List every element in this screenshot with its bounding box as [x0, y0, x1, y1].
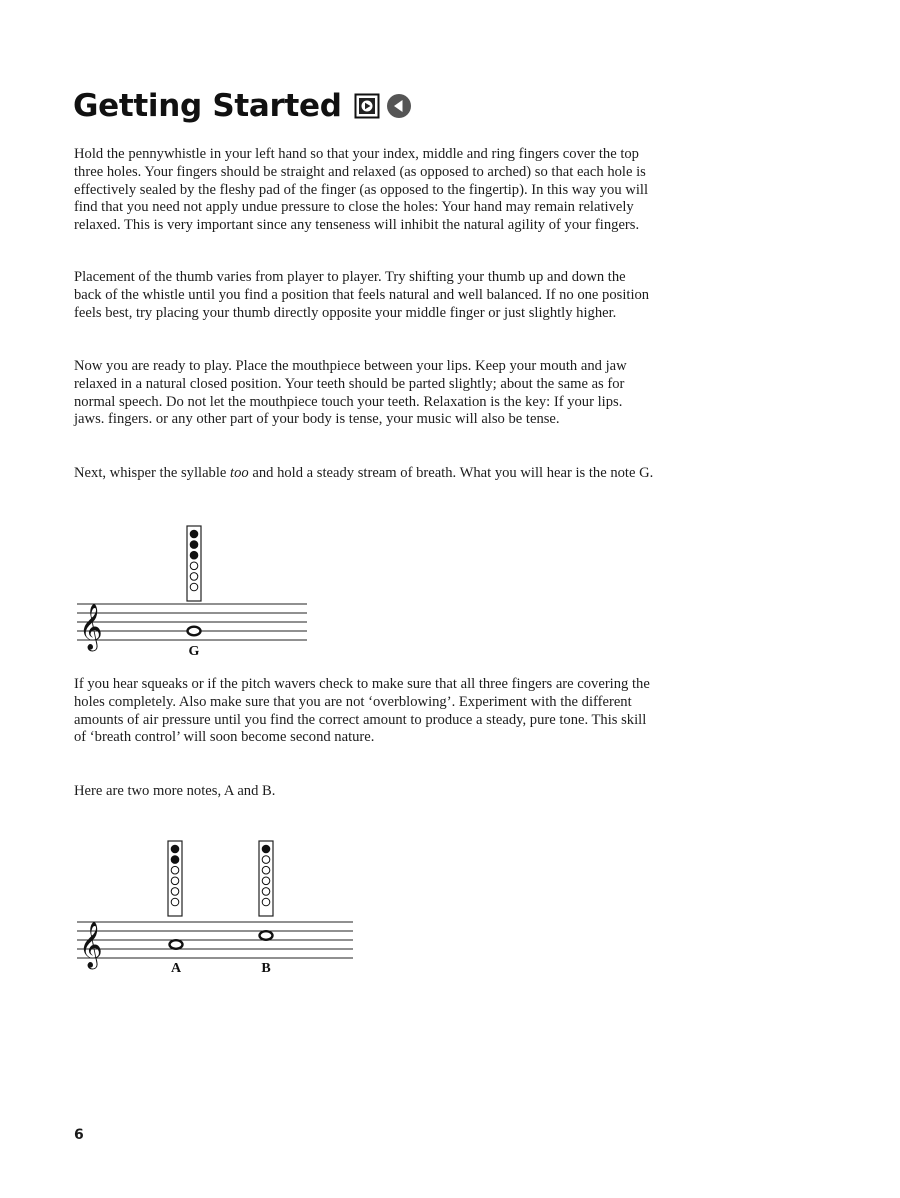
page-title: Getting Started [73, 88, 342, 124]
note-label: B [261, 961, 271, 976]
fingering-chart-a [168, 841, 182, 916]
closed-hole [262, 845, 270, 853]
open-hole [262, 888, 270, 896]
open-hole [171, 898, 179, 906]
text-run: Next, whisper the syllable [74, 465, 231, 481]
page-number: 6 [74, 1127, 84, 1143]
paragraph-thumb-placement: Placement of the thumb varies from player to player. Try shifting your thumb up and down the back of the whistle until you find a position that feels natural and well balanced. If no one position feels best, try placing your thumb directly opposite your middle finger or just slightly higher. [74, 269, 650, 321]
open-hole [171, 888, 179, 896]
open-hole [262, 866, 270, 874]
paragraph-mouthpiece: Now you are ready to play. Place the mouthpiece between your lips. Keep your mouth and jaw relaxed in a natural closed position. Your teeth should be parted slightly; about the same as for normal speech. Do not let the mouthpiece touch your teeth. Relaxation is the key: If your lips. jaws. fingers. or any other part of your body is tense, your music will also be tense. [74, 358, 627, 428]
text-run: and hold a steady stream of breath. What you will hear is the note G. [248, 465, 654, 481]
open-hole [171, 877, 179, 885]
fingering-chart-b [259, 841, 273, 916]
emphasis-too: too [230, 465, 249, 481]
open-hole [262, 856, 270, 864]
paragraph-finger-position: Hold the pennywhistle in your left hand so that your index, middle and ring fingers cover the top three holes. Your fingers should be straight and relaxed (as opposed to arched) so that each hole is effectively sealed by the fleshy pad of the finger (as opposed to the fingertip). In this way you will find that you need not apply undue pressure to close the holes: Your hand may remain relatively relaxed. This is very important since any tenseness will inhibit the natural agility of your fingers. [74, 146, 648, 234]
whole-note [260, 931, 273, 940]
paragraph-more-notes: Here are two more notes, A and B. [74, 783, 276, 799]
staff [77, 922, 353, 958]
open-hole [262, 877, 270, 885]
treble-clef-icon: 𝄞 [79, 604, 103, 650]
whole-note [170, 940, 183, 949]
closed-hole [171, 856, 179, 864]
note-label: G [188, 644, 200, 659]
note-label: A [170, 961, 182, 976]
closed-hole [171, 845, 179, 853]
open-hole [262, 898, 270, 906]
open-hole [171, 866, 179, 874]
treble-clef-icon: 𝄞 [79, 922, 103, 968]
paragraph-troubleshooting: If you hear squeaks or if the pitch wavers check to make sure that all three fingers are covering the holes completely. Also make sure that you are not ‘overblowing’. Experiment with the different amounts of air pressure until you find the correct amount to produce a steady, pure tone. This skill of ‘breath control’ will soon become second nature. [74, 676, 650, 746]
